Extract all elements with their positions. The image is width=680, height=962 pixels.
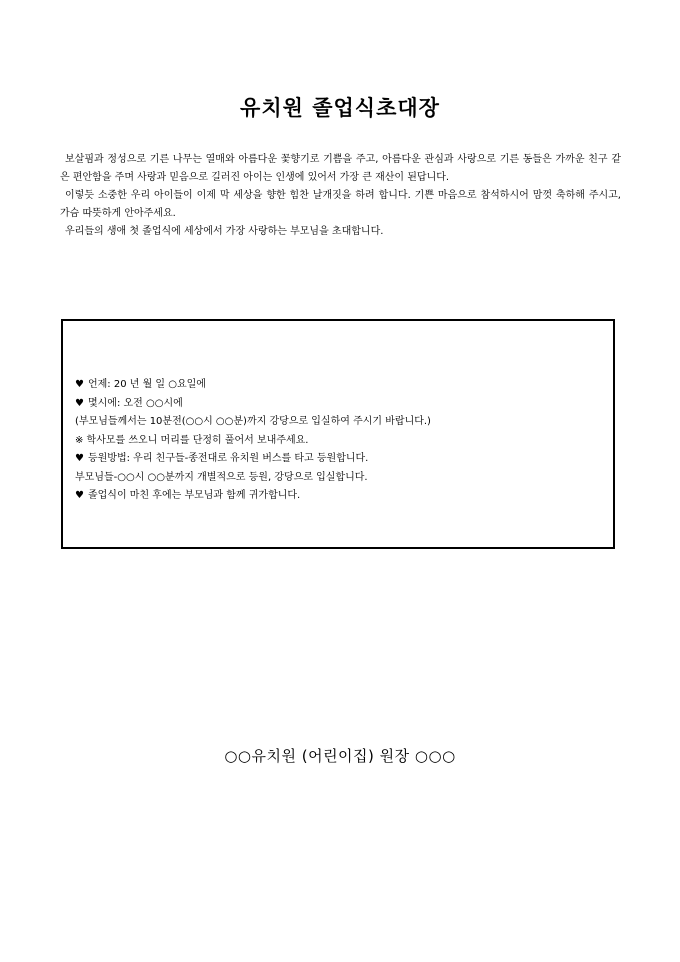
after-ceremony-line — [75, 487, 605, 506]
after-ceremony: 졸업식이 마친 후에는 부모님과 함께 귀가합니다. — [87, 490, 301, 501]
page-title: 유치원 졸업식초대장 — [240, 96, 440, 120]
intro-paragraph: 우리들의 생애 첫 졸업식에 세상에서 가장 사랑하는 부모님을 초대합니다. — [65, 226, 384, 237]
event-info-box — [61, 319, 615, 549]
attendance-method: 등원방법: 우리 친구들-종전대로 유치원 버스를 타고 등원합니다. — [87, 453, 369, 464]
heart-icon: ♥ — [75, 397, 84, 409]
heart-icon: ♥ — [75, 490, 84, 501]
event-date: 언제: 20 년 월 일 ○요일에 — [87, 379, 206, 390]
event-time: 몇시에: 오전 ○○시에 — [87, 397, 183, 409]
parents-attendance: 부모님들-○○시 ○○분까지 개별적으로 등원, 강당으로 입실합니다. — [75, 471, 368, 483]
event-info-list — [75, 376, 605, 506]
intro-paragraph: 이렇듯 소중한 우리 아이들이 이제 막 세상을 향한 힘찬 날개짓을 하려 합니다. 기쁜 마음으로 참석하시어 맘껏 축하해 주시고, 가슴 따뜻하게 안아주세요. — [60, 190, 621, 219]
arrival-note: (부모님들께서는 10분전(○○시 ○○분)까지 강당으로 입실하여 주시기 바랍니다.) — [75, 416, 431, 427]
cap-note: ※ 학사모를 쓰오니 머리를 단정히 풀어서 보내주세요. — [75, 434, 309, 446]
intro-text — [60, 151, 621, 241]
event-date-line — [75, 376, 605, 395]
heart-icon: ♥ — [75, 379, 84, 390]
signature: ○○유치원 (어린이집) 원장 ○○○ — [224, 747, 456, 765]
attendance-line — [75, 450, 605, 469]
intro-paragraph: 보살핌과 정성으로 기른 나무는 열매와 아름다운 꽃향기로 기쁨을 주고, 아름다운 관심과 사랑으로 기른 동들은 가까운 친구 같은 편안함을 주며 사랑과 믿음으로 길러진 아이는 인생에 있어서 가장 큰 재산이 된답니다. — [60, 154, 621, 183]
heart-icon: ♥ — [75, 453, 84, 464]
event-time-line — [75, 395, 605, 414]
